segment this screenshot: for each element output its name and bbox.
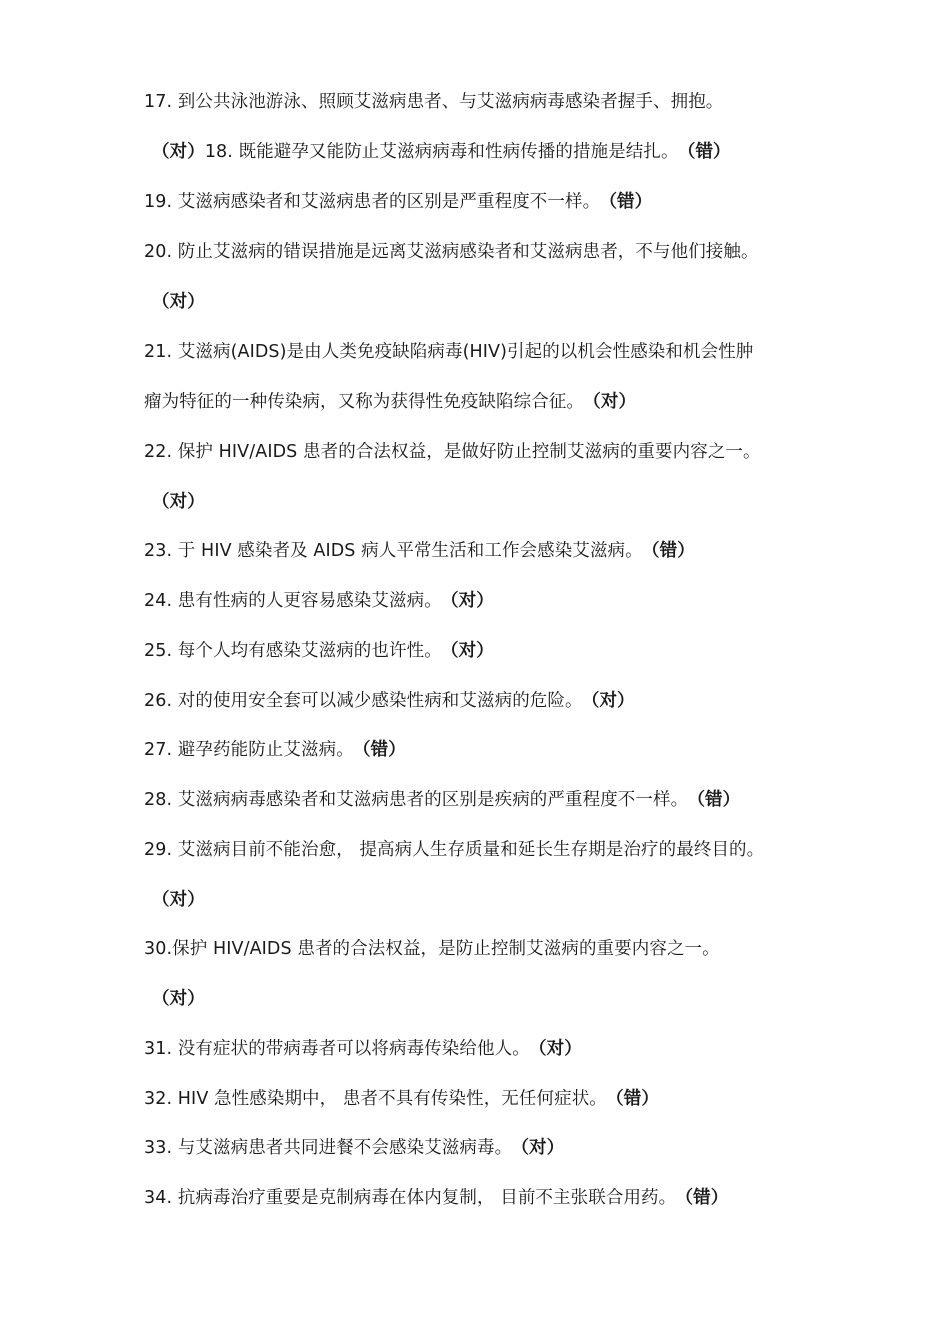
- question-33-text: 33. 与艾滋病患者共同进餐不会感染艾滋病毒。: [144, 1138, 513, 1158]
- question-29-answer: （对）: [152, 890, 205, 910]
- question-25: [144, 639, 494, 663]
- question-26: [144, 689, 635, 713]
- question-28-text: 28. 艾滋病病毒感染者和艾滋病患者的区别是疾病的严重程度不一样。: [144, 790, 689, 810]
- question-27-answer: （错）: [361, 740, 406, 760]
- question-18: [152, 140, 731, 164]
- question-18-answer: （错）: [686, 142, 731, 162]
- question-33-answer: （对）: [520, 1138, 565, 1158]
- question-28-answer: （错）: [696, 790, 741, 810]
- question-24: [144, 589, 494, 613]
- question-26-text: 26. 对的使用安全套可以减少感染性病和艾滋病的危险。: [144, 691, 583, 711]
- question-34-answer: （错）: [684, 1188, 729, 1208]
- question-24-text: 24. 患有性病的人更容易感染艾滋病。: [144, 591, 442, 611]
- question-29: [144, 838, 764, 862]
- question-34: [144, 1186, 728, 1210]
- question-31-text: 31. 没有症状的带病毒者可以将病毒传染给他人。: [144, 1039, 530, 1059]
- question-28: [144, 788, 740, 812]
- question-20-answer-line: [152, 290, 205, 314]
- question-24-answer: （对）: [449, 591, 494, 611]
- question-34-text: 34. 抗病毒治疗重要是克制病毒在体内复制， 目前不主张联合用药。: [144, 1188, 677, 1208]
- question-22: [144, 440, 761, 464]
- question-22-answer: （对）: [152, 492, 205, 512]
- question-18-text: 18. 既能避孕又能防止艾滋病病毒和性病传播的措施是结扎。: [204, 142, 679, 162]
- question-29-answer-line: [152, 888, 205, 912]
- question-20: [144, 240, 759, 264]
- question-17-text: 17. 到公共泳池游泳、照顾艾滋病患者、与艾滋病病毒感染者握手、拥抱。: [144, 92, 724, 112]
- question-31: [144, 1037, 582, 1061]
- question-26-answer: （对）: [590, 691, 635, 711]
- question-22-text: 22. 保护 HIV/AIDS 患者的合法权益，是做好防止控制艾滋病的重要内容之一。: [144, 442, 761, 462]
- question-19: [144, 190, 652, 214]
- question-33: [144, 1136, 564, 1160]
- question-32-answer: （错）: [614, 1089, 659, 1109]
- question-30: [144, 937, 720, 961]
- question-20-text: 20. 防止艾滋病的错误措施是远离艾滋病感染者和艾滋病患者，不与他们接触。: [144, 242, 759, 262]
- question-19-answer: （错）: [608, 192, 653, 212]
- question-25-answer: （对）: [449, 641, 494, 661]
- question-20-answer: （对）: [152, 292, 205, 312]
- question-30-answer: （对）: [152, 989, 205, 1009]
- question-21-text-line1: 21. 艾滋病(AIDS)是由人类免疫缺陷病毒(HIV)引起的以机会性感染和机会性肿: [144, 342, 754, 362]
- question-21: [144, 340, 753, 364]
- question-23: [144, 539, 695, 563]
- question-23-text: 23. 于 HIV 感染者及 AIDS 病人平常生活和工作会感染艾滋病。: [144, 541, 643, 561]
- question-17-answer: （对）: [152, 142, 205, 162]
- question-23-answer: （错）: [650, 541, 695, 561]
- question-32-text: 32. HIV 急性感染期中， 患者不具有传染性，无任何症状。: [144, 1089, 607, 1109]
- question-21-answer: （对）: [592, 392, 637, 412]
- question-21-text-line2: 瘤为特征的一种传染病，又称为获得性免疫缺陷综合征。: [144, 392, 584, 412]
- question-30-text: 30.保护 HIV/AIDS 患者的合法权益，是防止控制艾滋病的重要内容之一。: [144, 939, 720, 959]
- question-31-answer: （对）: [537, 1039, 582, 1059]
- question-21-continued: [144, 390, 636, 414]
- question-19-text: 19. 艾滋病感染者和艾滋病患者的区别是严重程度不一样。: [144, 192, 601, 212]
- question-29-text: 29. 艾滋病目前不能治愈， 提高病人生存质量和延长生存期是治疗的最终目的。: [144, 840, 765, 860]
- question-27: [144, 738, 406, 762]
- question-32: [144, 1087, 659, 1111]
- question-27-text: 27. 避孕药能防止艾滋病。: [144, 740, 354, 760]
- question-25-text: 25. 每个人均有感染艾滋病的也许性。: [144, 641, 442, 661]
- question-22-answer-line: [152, 490, 205, 514]
- question-17: [144, 90, 723, 114]
- question-30-answer-line: [152, 987, 205, 1011]
